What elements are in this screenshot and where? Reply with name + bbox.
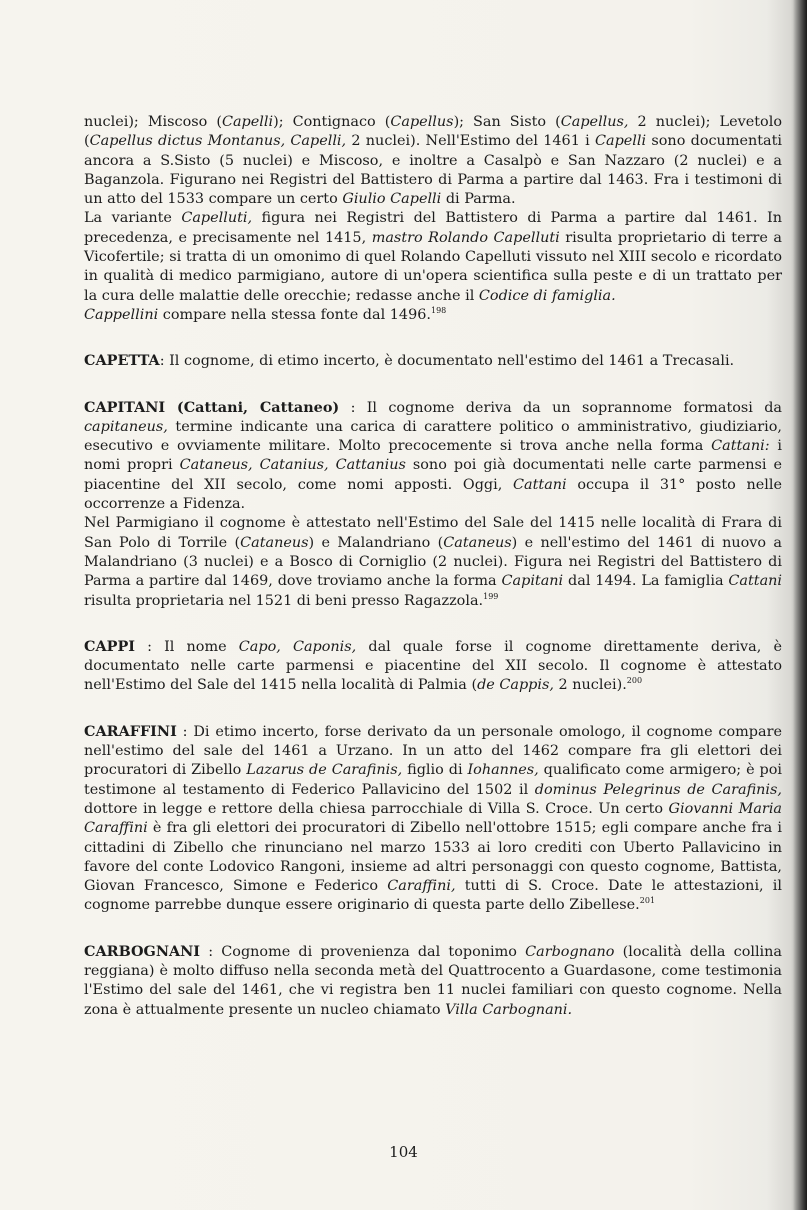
entry-capitani [84,398,782,611]
paragraph: Nel Parmigiano il cognome è attestato nell'Estimo del Sale del 1415 nelle località di Frara di San Polo di Torrile (Cataneus) e Malandriano (Cataneus) e nell'estimo del 1461 di nuovo a Malandriano (3 nuclei) e a Bosco di Corniglio (2 nuclei). Figura nei Registri del Battistero di Parma a partire dal 1469, dove troviamo anche la forma Capitani dal 1494. La famiglia Cattani risulta proprietaria nel 1521 di beni presso Ragazzola.$^{199}$ [84,515,783,609]
paragraph: CAPETTA: Il cognome, di etimo incerto, è documentato nell'estimo del 1461 a Trecasali. [84,352,735,370]
entry-cappi [84,637,782,696]
entry-capetta [84,351,782,371]
entry-heading: CAPITANI (Cattani, Cattaneo) [84,398,340,416]
paragraph: nuclei); Miscoso (Capelli); Contignaco (Capellus); San Sisto (Capellus, 2 nuclei); Levetolo (Capellus dictus Montanus, Capelli, 2 nuclei). Nell'Estimo del 1461 i Capelli sono documentati ancora a S.Sisto (5 nuclei) e Miscoso, e inoltre a Casalpò e San Nazzaro (2 nuclei) e a Baganzola. Figurano nei Registri del Battistero di Parma a partire dal 1463. Fra i testimoni di un atto del 1533 compare un certo Giulio Capelli di Parma. [84,114,783,208]
footnote-ref: 200 [626,676,643,686]
paragraph: CAPITANI (Cattani, Cattaneo) : Il cognome deriva da un soprannome formatosi da capitaneus, termine indicante una carica di carattere politico o amministrativo, giudiziario, esecutivo e ovviamente militare. Molto precocemente si trova anche nella forma Cattani: i nomi propri Cataneus, Catanius, Cattanius sono poi già documentati nelle carte parmensi e piacentine del XII secolo, come nomi apposti. Oggi, Cattani occupa il 31° posto nelle occorrenze a Fidenza. [84,398,783,513]
entry-heading: CARAFFINI [84,722,177,740]
entry-heading: CARBOGNANI [84,942,201,960]
entry-caraffini [84,722,782,916]
paragraph: CARAFFINI : Di etimo incerto, forse derivato da un personale omologo, il cognome compare nell'estimo del sale del 1461 a Urzano. In un atto del 1462 compare fra gli elettori dei procuratori di Zibello Lazarus de Carafinis, figlio di Iohannes, qualificato come armigero; è poi testimone al testamento di Federico Pallavicino del 1502 il dominus Pelegrinus de Carafinis, dottore in legge e rettore della chiesa parrocchiale di Villa S. Croce. Un certo Giovanni Maria Caraffini è fra gli elettori dei procuratori di Zibello nell'ottobre 1515; egli compare anche fra i cittadini di Zibello che rinunciano nel marzo 1533 ai loro crediti con Uberto Pallavicino in favore del conte Lodovico Rangoni, insieme ad altri personaggi con questo cognome, Battista, Giovan Francesco, Simone e Federico Caraffini, tutti di S. Croce. Date le attestazioni, il cognome parrebbe dunque essere originario di questa parte dello Zibellese.$^{201}$ [84,722,783,914]
footnote-ref: 201 [639,896,656,906]
paragraph: La variante Capelluti, figura nei Registri del Battistero di Parma a partire dal 1461. In precedenza, e precisamente nel 1415, mastro Rolando Capelluti risulta proprietario di terre a Vicofertile; si tratta di un omonimo di quel Rolando Capelluti vissuto nel XIII secolo e ricordato in qualità di medico parmigiano, autore di un'opera scientifica sulla peste e di un trattato per la cura delle malattie delle orecchie; redasse anche il Codice di famiglia. [84,210,783,304]
entry-carbognani [84,942,782,1020]
footnote-ref: 198 [430,306,447,316]
paragraph: CAPPI : Il nome Capo, Caponis, dal quale forse il cognome direttamente deriva, è documentato nelle carte parmensi e piacentine del XII secolo. Il cognome è attestato nell'Estimo del Sale del 1415 nella località di Palmia (de Cappis, 2 nuclei).$^{200}$ [84,637,782,694]
page-number: 104 [389,1143,418,1161]
entry-capelli-continued [84,113,782,325]
paragraph: Cappellini compare nella stessa fonte dal 1496.$^{198}$ [84,306,447,323]
entry-heading: CAPPI [84,637,135,655]
footnote-ref: 199 [483,591,499,601]
entry-heading: CAPETTA [84,352,160,370]
page-gutter-shadow [793,0,807,1210]
page-body [84,113,782,1020]
paragraph: CARBOGNANI : Cognome di provenienza dal toponimo Carbognano (località della collina reggiana) è molto diffuso nella seconda metà del Quattrocento a Guardasone, come testimonia l'Estimo del sale del 1461, che vi registra ben 11 nuclei familiari con questo cognome. Nella zona è attualmente presente un nucleo chiamato Villa Carbognani. [84,942,783,1018]
